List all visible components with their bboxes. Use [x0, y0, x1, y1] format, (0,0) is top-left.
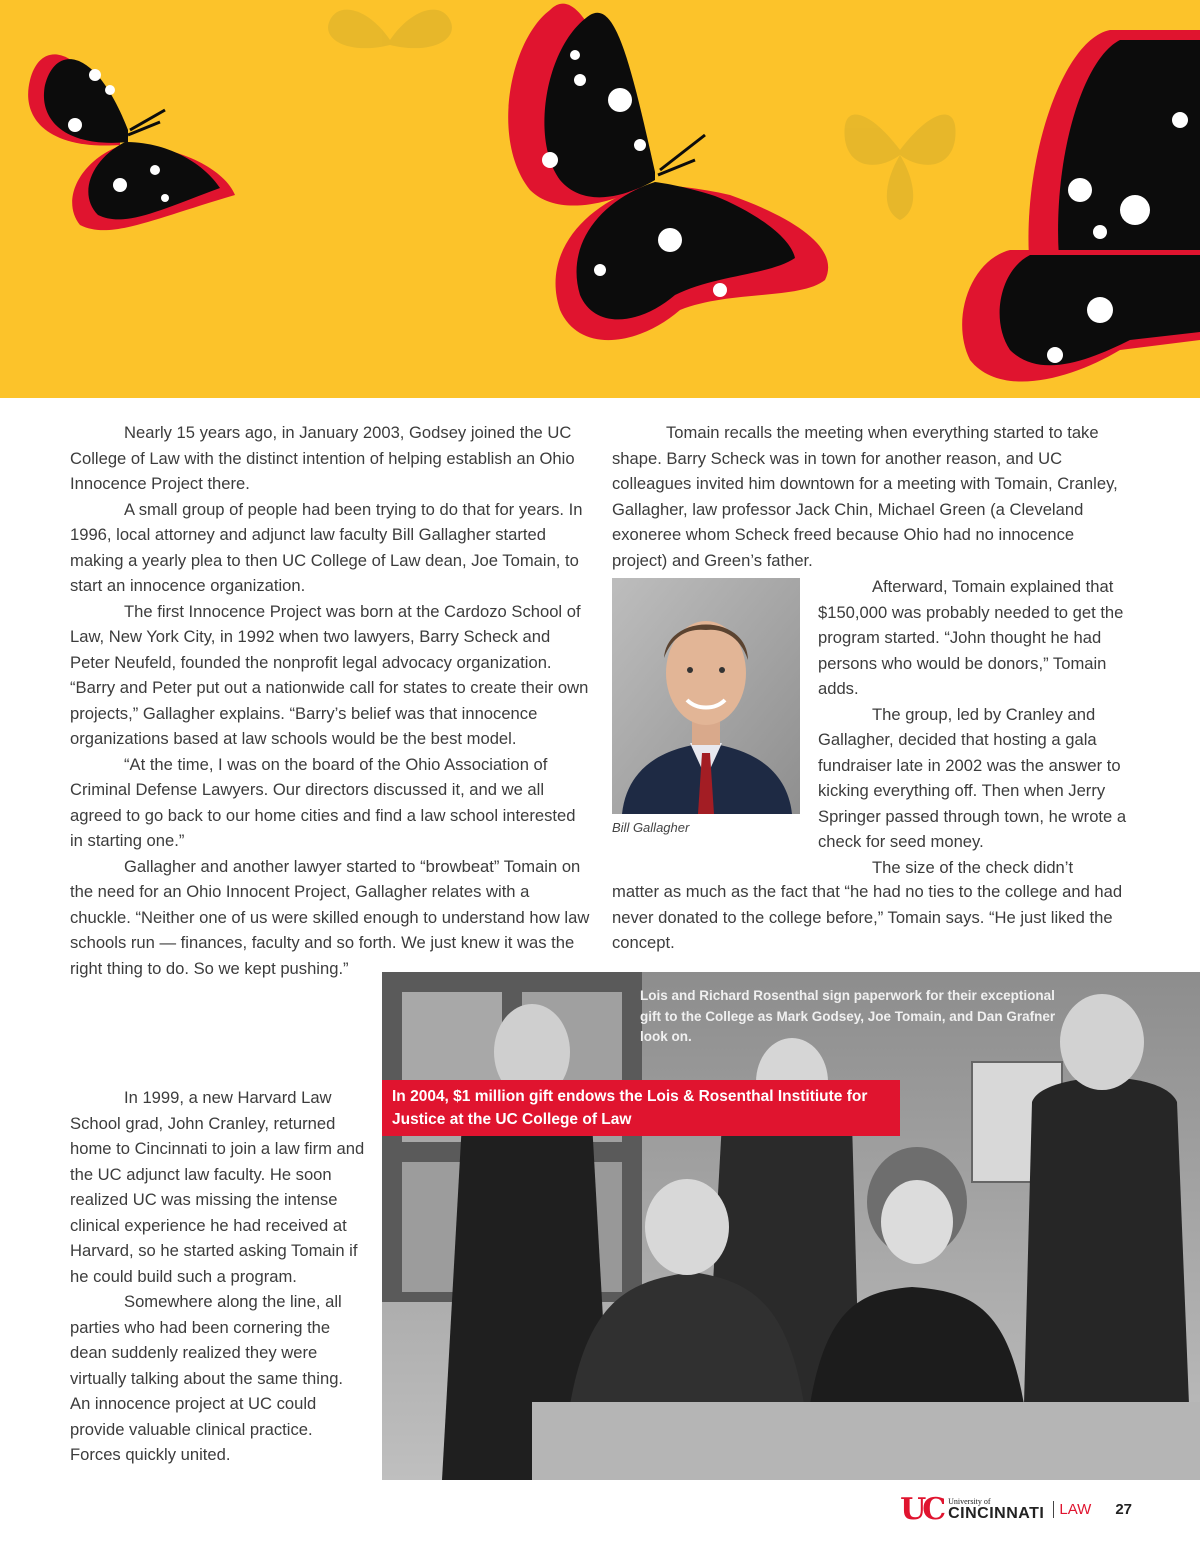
paragraph: Nearly 15 years ago, in January 2003, Godsey joined the UC College of Law with the distinct intention of helping establish an Ohio Innocence Project there.	[70, 423, 575, 493]
butterfly-banner	[0, 0, 1200, 398]
paragraph: The first Innocence Project was born at the Cardozo School of Law, New York City, in 1992 when two lawyers, Barry Scheck and Peter Neufeld, founded the nonprofit legal advocacy organization. “Barry and Peter put out a nationwide call for states to create their own projects,” Gallagher explains. “Barry’s belief was that innocence organizations based at law schools would be the best model.	[70, 601, 589, 748]
paragraph: Tomain recalls the meeting when everything started to take shape. Barry Scheck was in town for another reason, and UC colleagues invited him downtown for a meeting with Tomain, Cranley, Gallagher, law professor Jack Chin, Michael Green (a Cleveland exoneree whom Scheck freed because Ohio had no innocence project) and Green’s father.	[612, 423, 1118, 570]
butterfly-icon	[10, 30, 250, 240]
portrait-caption: Bill Gallagher	[612, 820, 690, 835]
paragraph: The group, led by Cranley and Gallagher, decided that hosting a gala fundraiser late in 2002 was the answer to kicking everything off. Then when Jerry Springer passed through town, he wrote a check for seed money.	[818, 704, 1127, 851]
photo-overlay-caption: Lois and Richard Rosenthal sign paperwork for their exceptional gift to the College as Mark Godsey, Joe Tomain, and Dan Grafner look on.	[640, 988, 1056, 1044]
paragraph: In 1999, a new Harvard Law School grad, John Cranley, returned home to Cincinnati to join a law firm and the UC adjunct law faculty. He soon realized UC was missing the intense clinical experience he had received at Harvard, so he started asking Tomain if he could build such a program.	[70, 1088, 365, 1286]
faded-butterfly-icon	[320, 0, 460, 80]
university-of-label: University of	[948, 1496, 991, 1506]
photo-caption: In 2004, $1 million gift endows the Lois & Rosenthal Institiute for Justice at the UC College of Law	[382, 1080, 900, 1136]
butterfly-icon	[950, 20, 1200, 398]
paragraph: “At the time, I was on the board of the Ohio Association of Criminal Defense Lawyers. Our directors discussed it, and we all agreed to go back to our home cities and find a law school interested in starting one.”	[70, 754, 576, 850]
portrait-illustration	[612, 578, 800, 814]
article-column-left-narrow	[70, 1085, 365, 1468]
page-number: 27	[1115, 1501, 1132, 1518]
university-logo	[900, 1492, 1091, 1527]
article-column-right-wrap	[818, 574, 1138, 880]
article-column-right-bottom	[612, 879, 1134, 956]
university-name: CINCINNATI	[948, 1504, 1045, 1522]
butterfly-icon	[470, 0, 850, 360]
paragraph: Somewhere along the line, all parties who had been cornering the dean suddenly realized they were virtually talking about the same thing. An innocence project at UC could provide valuable clinical practice. Forces quickly united.	[70, 1292, 344, 1464]
university-wordmark	[948, 1498, 1044, 1522]
uc-logo-mark: UC	[900, 1492, 943, 1527]
paragraph: Afterward, Tomain explained that $150,000 was probably needed to get the program started. “John thought he had persons who would be donors,” Tomain adds.	[818, 577, 1124, 698]
portrait-photo	[612, 578, 800, 814]
paragraph: The size of the check didn’t	[872, 857, 1074, 877]
group-photo	[382, 972, 1200, 1480]
group-photo-illustration	[382, 972, 1200, 1480]
article-column-left	[70, 420, 590, 981]
paragraph: Gallagher and another lawyer started to “browbeat” Tomain on the need for an Ohio Innocent Project, Gallagher relates with a chuckle. “Neither one of us were skilled enough to understand how law schools run — finances, faculty and so forth. We just knew it was the right thing to do. So we kept pushing.”	[70, 856, 590, 978]
faded-butterfly-icon	[830, 70, 970, 230]
page-footer	[900, 1492, 1132, 1527]
law-label: LAW	[1053, 1501, 1091, 1518]
paragraph: A small group of people had been trying to do that for years. In 1996, local attorney and adjunct law faculty Bill Gallagher started making a yearly plea to then UC College of Law dean, Joe Tomain, to start an innocence organization.	[70, 499, 583, 595]
paragraph: matter as much as the fact that “he had no ties to the college and had never donated to the college before,” Tomain says. “He just liked the concept.	[612, 882, 1123, 952]
article-column-right	[612, 420, 1132, 573]
